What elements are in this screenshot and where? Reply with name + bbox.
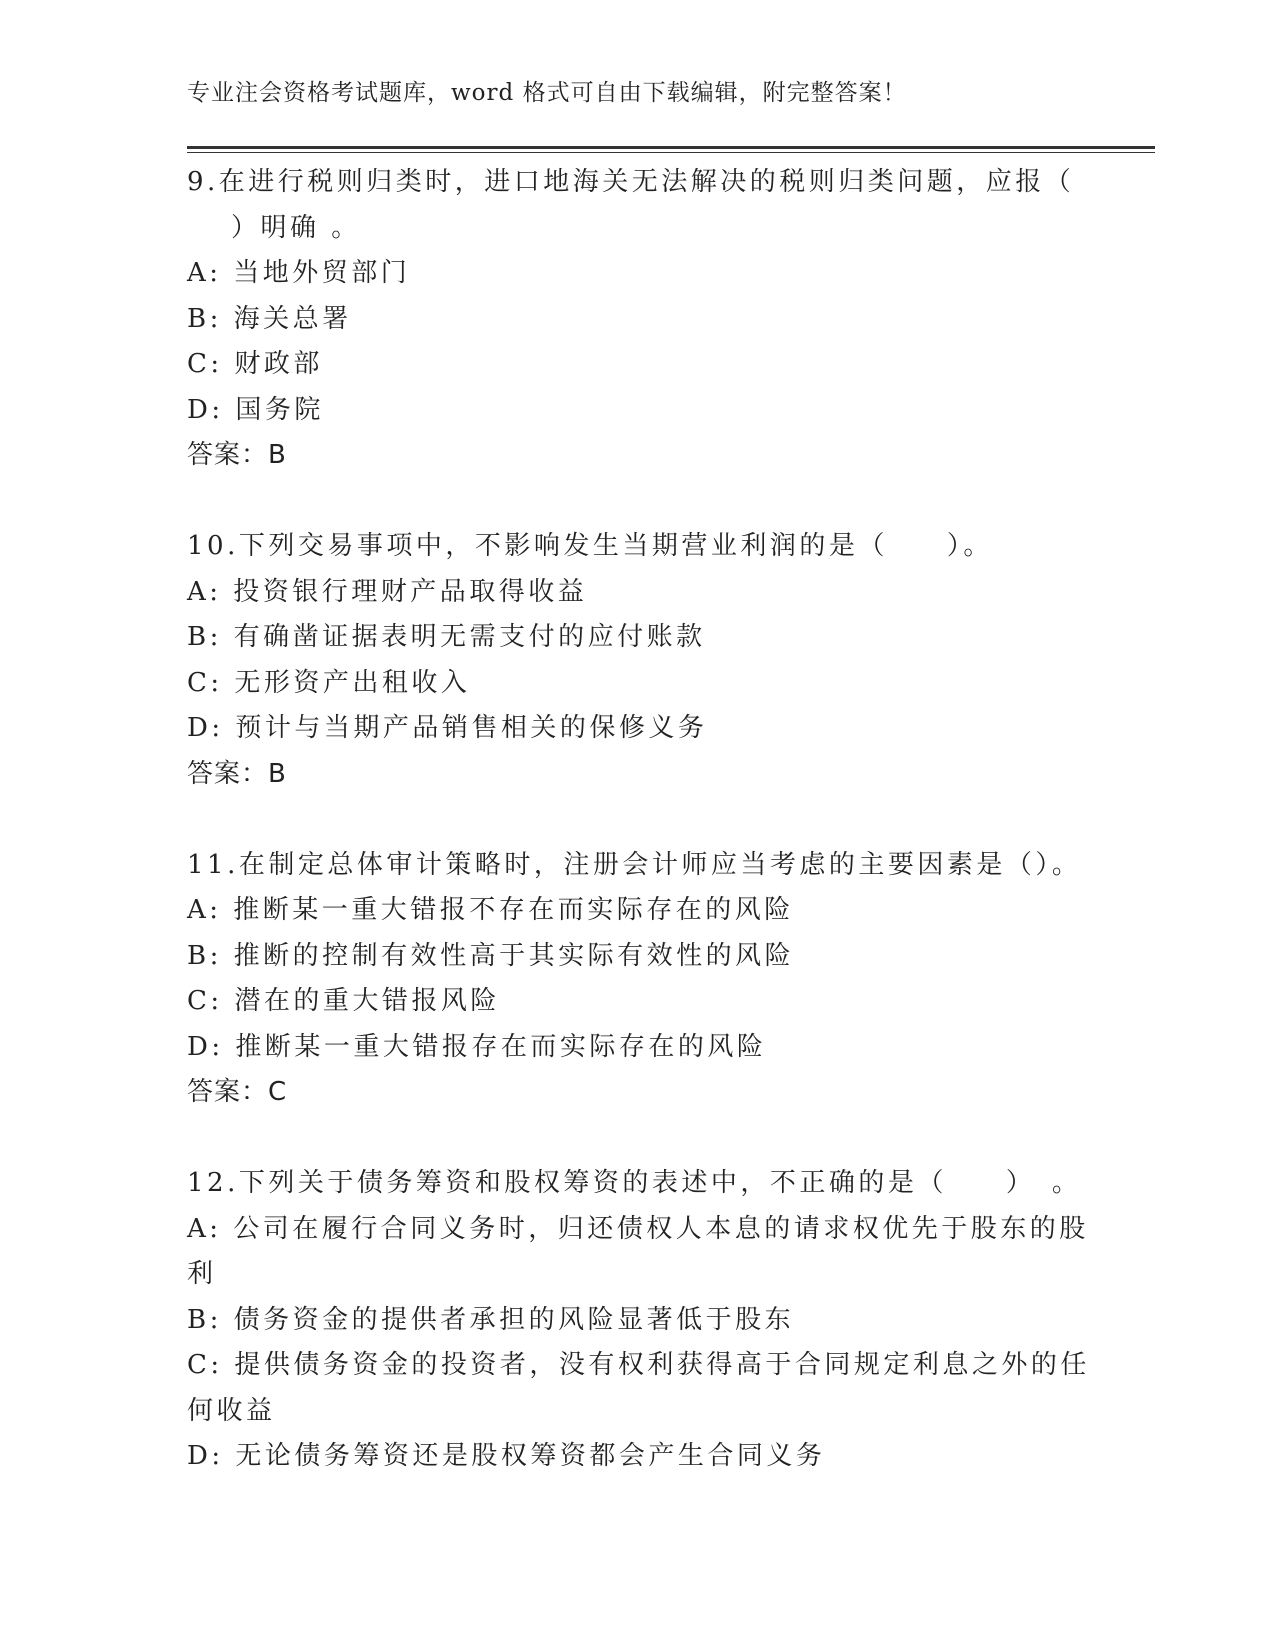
option-b: B: 有确凿证据表明无需支付的应付账款 [187, 622, 706, 652]
option-a: A: 投资银行理财产品取得收益 [187, 576, 588, 607]
question-stem: 9.在进行税则归类时，进口地海关无法解决的税则归类问题，应报（ [187, 167, 1075, 197]
answer: 答案：B [187, 758, 287, 789]
question-stem-continuation: ）明确 。 [231, 212, 361, 243]
question-stem: 10.下列交易事项中，不影响发生当期营业利润的是（ ）。 [187, 531, 993, 561]
header-divider-thin [187, 152, 1155, 153]
page-header: 专业注会资格考试题库，word 格式可自由下载编辑，附完整答案！ [187, 80, 907, 106]
option-d: D: 国务院 [187, 394, 324, 425]
question-stem: 11.在制定总体审计策略时，注册会计师应当考虑的主要因素是（）。 [187, 849, 1082, 880]
header-divider-thick [187, 146, 1155, 149]
option-c: C: 提供债务资金的投资者，没有权利获得高于合同规定利息之外的任 [187, 1350, 1090, 1380]
option-d: D: 无论债务筹资还是股权筹资都会产生合同义务 [187, 1441, 826, 1471]
option-d: D: 预计与当期产品销售相关的保修义务 [187, 713, 708, 743]
option-b: B: 海关总署 [187, 303, 352, 334]
spacer [187, 1116, 1087, 1162]
spacer [187, 479, 1087, 525]
option-c: C: 无形资产出租收入 [187, 667, 471, 698]
answer: 答案：C [187, 1077, 288, 1107]
question-stem: 12.下列关于债务筹资和股权筹资的表述中，不正确的是（ ） 。 [187, 1168, 1082, 1198]
option-a: A: 公司在履行合同义务时，归还债权人本息的请求权优先于股东的股 [187, 1213, 1089, 1244]
answer: 答案：B [187, 440, 287, 470]
option-b: B: 债务资金的提供者承担的风险显著低于股东 [187, 1304, 795, 1335]
option-a-continuation: 利 [187, 1259, 217, 1289]
option-c: C: 财政部 [187, 349, 323, 379]
option-d: D: 推断某一重大错报存在而实际存在的风险 [187, 1031, 767, 1062]
question-10 [187, 524, 1087, 797]
option-b: B: 推断的控制有效性高于其实际有效性的风险 [187, 940, 795, 971]
option-a: A: 推断某一重大错报不存在而实际存在的风险 [187, 895, 794, 925]
option-c-continuation: 何收益 [187, 1395, 276, 1426]
option-a: A: 当地外贸部门 [187, 258, 411, 288]
question-11 [187, 843, 1087, 1116]
question-list [187, 160, 1090, 1480]
spacer [187, 797, 1087, 843]
question-9 [187, 160, 1087, 479]
question-12 [187, 1161, 1090, 1480]
option-c: C: 潜在的重大错报风险 [187, 986, 500, 1016]
